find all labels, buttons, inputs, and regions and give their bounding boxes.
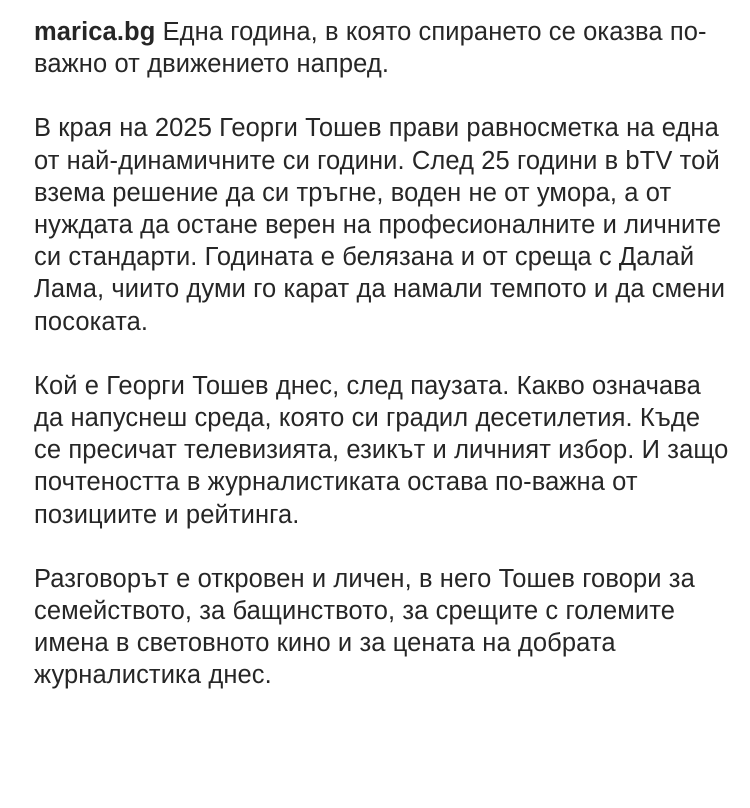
post-caption (34, 16, 734, 724)
caption-paragraph: Кой е Георги Тошев днес, след паузата. Какво означава да напуснеш среда, която си градил десетилетия. Къде се пресичат телевизията, езикът и личният избор. И защо почтеността в журналистиката остава по-важна от позициите и рейтинга. (34, 371, 729, 529)
caption-paragraph: Разговорът е откровен и личен, в него Тошев говори за семейството, за бащинството, за срещите с големите имена в световното кино и за цената на добрата журналистика днес. (34, 564, 695, 690)
username-link[interactable]: marica.bg (34, 18, 156, 46)
caption-intro-paragraph (34, 16, 734, 80)
caption-intro-text: Една година, в която спирането се оказва по-важно от движението напред. (34, 18, 707, 79)
caption-paragraph: В края на 2025 Георги Тошев прави равносметка на една от най-динамичните си години. След 25 години в bTV той взема решение да си тръгне, воден не от умора, а от нуждата да остане верен на професионалните и личните си стандарти. Годината е белязана и от среща с Далай Лама, чиито думи го карат да намали темпото и да смени посоката. (34, 114, 726, 336)
